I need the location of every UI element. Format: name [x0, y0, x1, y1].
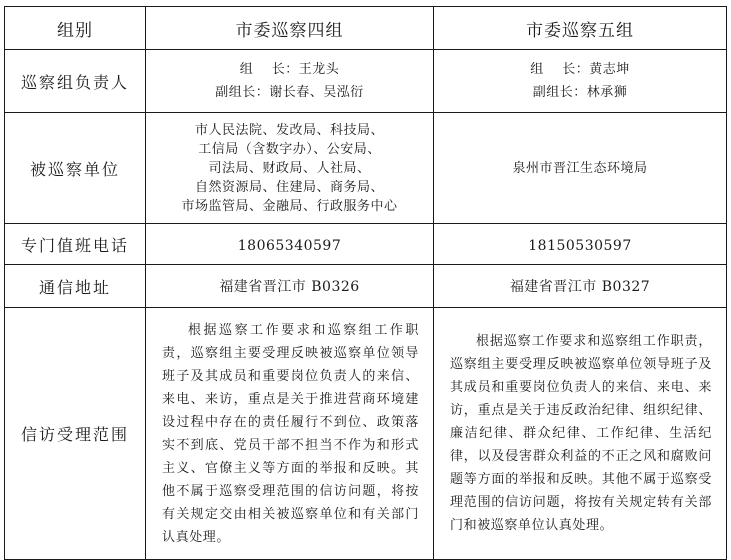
scope-label-cell [5, 308, 146, 560]
address-label: 通信地址 [38, 277, 111, 297]
leader-group-5-head: 组 长：黄志坤 [530, 62, 630, 77]
header-row [5, 7, 727, 50]
leader-label-cell [5, 50, 146, 113]
leader-group-4-deputy: 副组长：谢长春、吴泓衍 [215, 85, 364, 100]
scope-row [5, 308, 727, 560]
leader-group-4-head: 组 长：王龙头 [239, 62, 340, 77]
leader-group-4-cell [146, 50, 434, 113]
units-group-4-line: 市人民法院、发改局、科技局、 [194, 122, 384, 138]
units-group-5-cell [434, 113, 727, 224]
leader-label: 巡察组负责人 [20, 72, 129, 92]
scope-group-4-text: 根据巡察工作要求和巡察组工作职责，巡察组主要受理反映被巡察单位领导班子及其成员和重要岗位负责人的来信、来电、来访，重点是关于推进营商环境建设过程中存在的责任履行不到位、政策落实不到底、党员干部不担当不作为和形式主义、官僚主义等方面的举报和反映。其他不属于巡察受理范围的信访问题，将按有关规定交由相关被巡察单位和有关部门认真处理。 [162, 322, 419, 545]
units-group-4-line: 自然资源局、住建局、商务局、 [194, 179, 384, 195]
address-group-4: 福建省晋江市 B0326 [219, 279, 360, 295]
phone-group-4: 18065340597 [237, 237, 342, 254]
units-group-4-line: 司法局、财政局、人社局、 [208, 160, 371, 176]
header-group-4-text: 市委巡察四组 [235, 20, 344, 41]
address-group-5: 福建省晋江市 B0327 [509, 279, 651, 295]
phone-row [5, 224, 727, 265]
units-label: 被巡察单位 [29, 159, 120, 179]
scope-group-5-cell [434, 308, 727, 560]
leader-row [5, 50, 727, 113]
phone-group-5: 18150530597 [528, 237, 632, 254]
units-label-cell [5, 113, 146, 224]
scope-group-4-cell [146, 308, 434, 560]
inspection-table [4, 6, 727, 560]
leader-group-5-cell [434, 50, 727, 113]
scope-label: 信访受理范围 [20, 425, 129, 444]
phone-label: 专门值班电话 [20, 235, 129, 255]
units-group-4-cell [146, 113, 434, 224]
units-group-4-line: 工信局（含数字办）、公安局、 [198, 141, 381, 157]
leader-group-5-deputy: 副组长：林承狮 [532, 85, 628, 100]
address-row [5, 265, 727, 308]
address-group-4-cell [146, 265, 434, 308]
units-group-5-line: 泉州市晋江生态环境局 [512, 160, 648, 176]
phone-label-cell [5, 224, 146, 265]
address-group-5-cell [434, 265, 727, 308]
header-group-5 [434, 7, 727, 50]
phone-group-5-cell [434, 224, 727, 265]
header-group-label-text: 组别 [57, 20, 93, 41]
header-group-4 [146, 7, 434, 50]
header-group-5-text: 市委巡察五组 [526, 20, 634, 41]
units-row [5, 113, 727, 224]
units-group-4-line: 市场监管局、金融局、行政服务中心 [181, 198, 398, 214]
phone-group-4-cell [146, 224, 434, 265]
scope-group-5-text: 根据巡察工作要求和巡察组工作职责，巡察组主要受理反映被巡察单位领导班子及其成员和重要岗位负责人的来信、来电、来访，重点是关于违反政治纪律、组织纪律、廉洁纪律、群众纪律、工作纪律、生活纪律，以及侵害群众利益的不正之风和腐败问题等方面的举报和反映。其他不属于巡察受理范围的信访问题，将按有关规定转有关部门和被巡察单位认真处理。 [450, 334, 712, 533]
header-group-label [5, 7, 146, 50]
address-label-cell [5, 265, 146, 308]
